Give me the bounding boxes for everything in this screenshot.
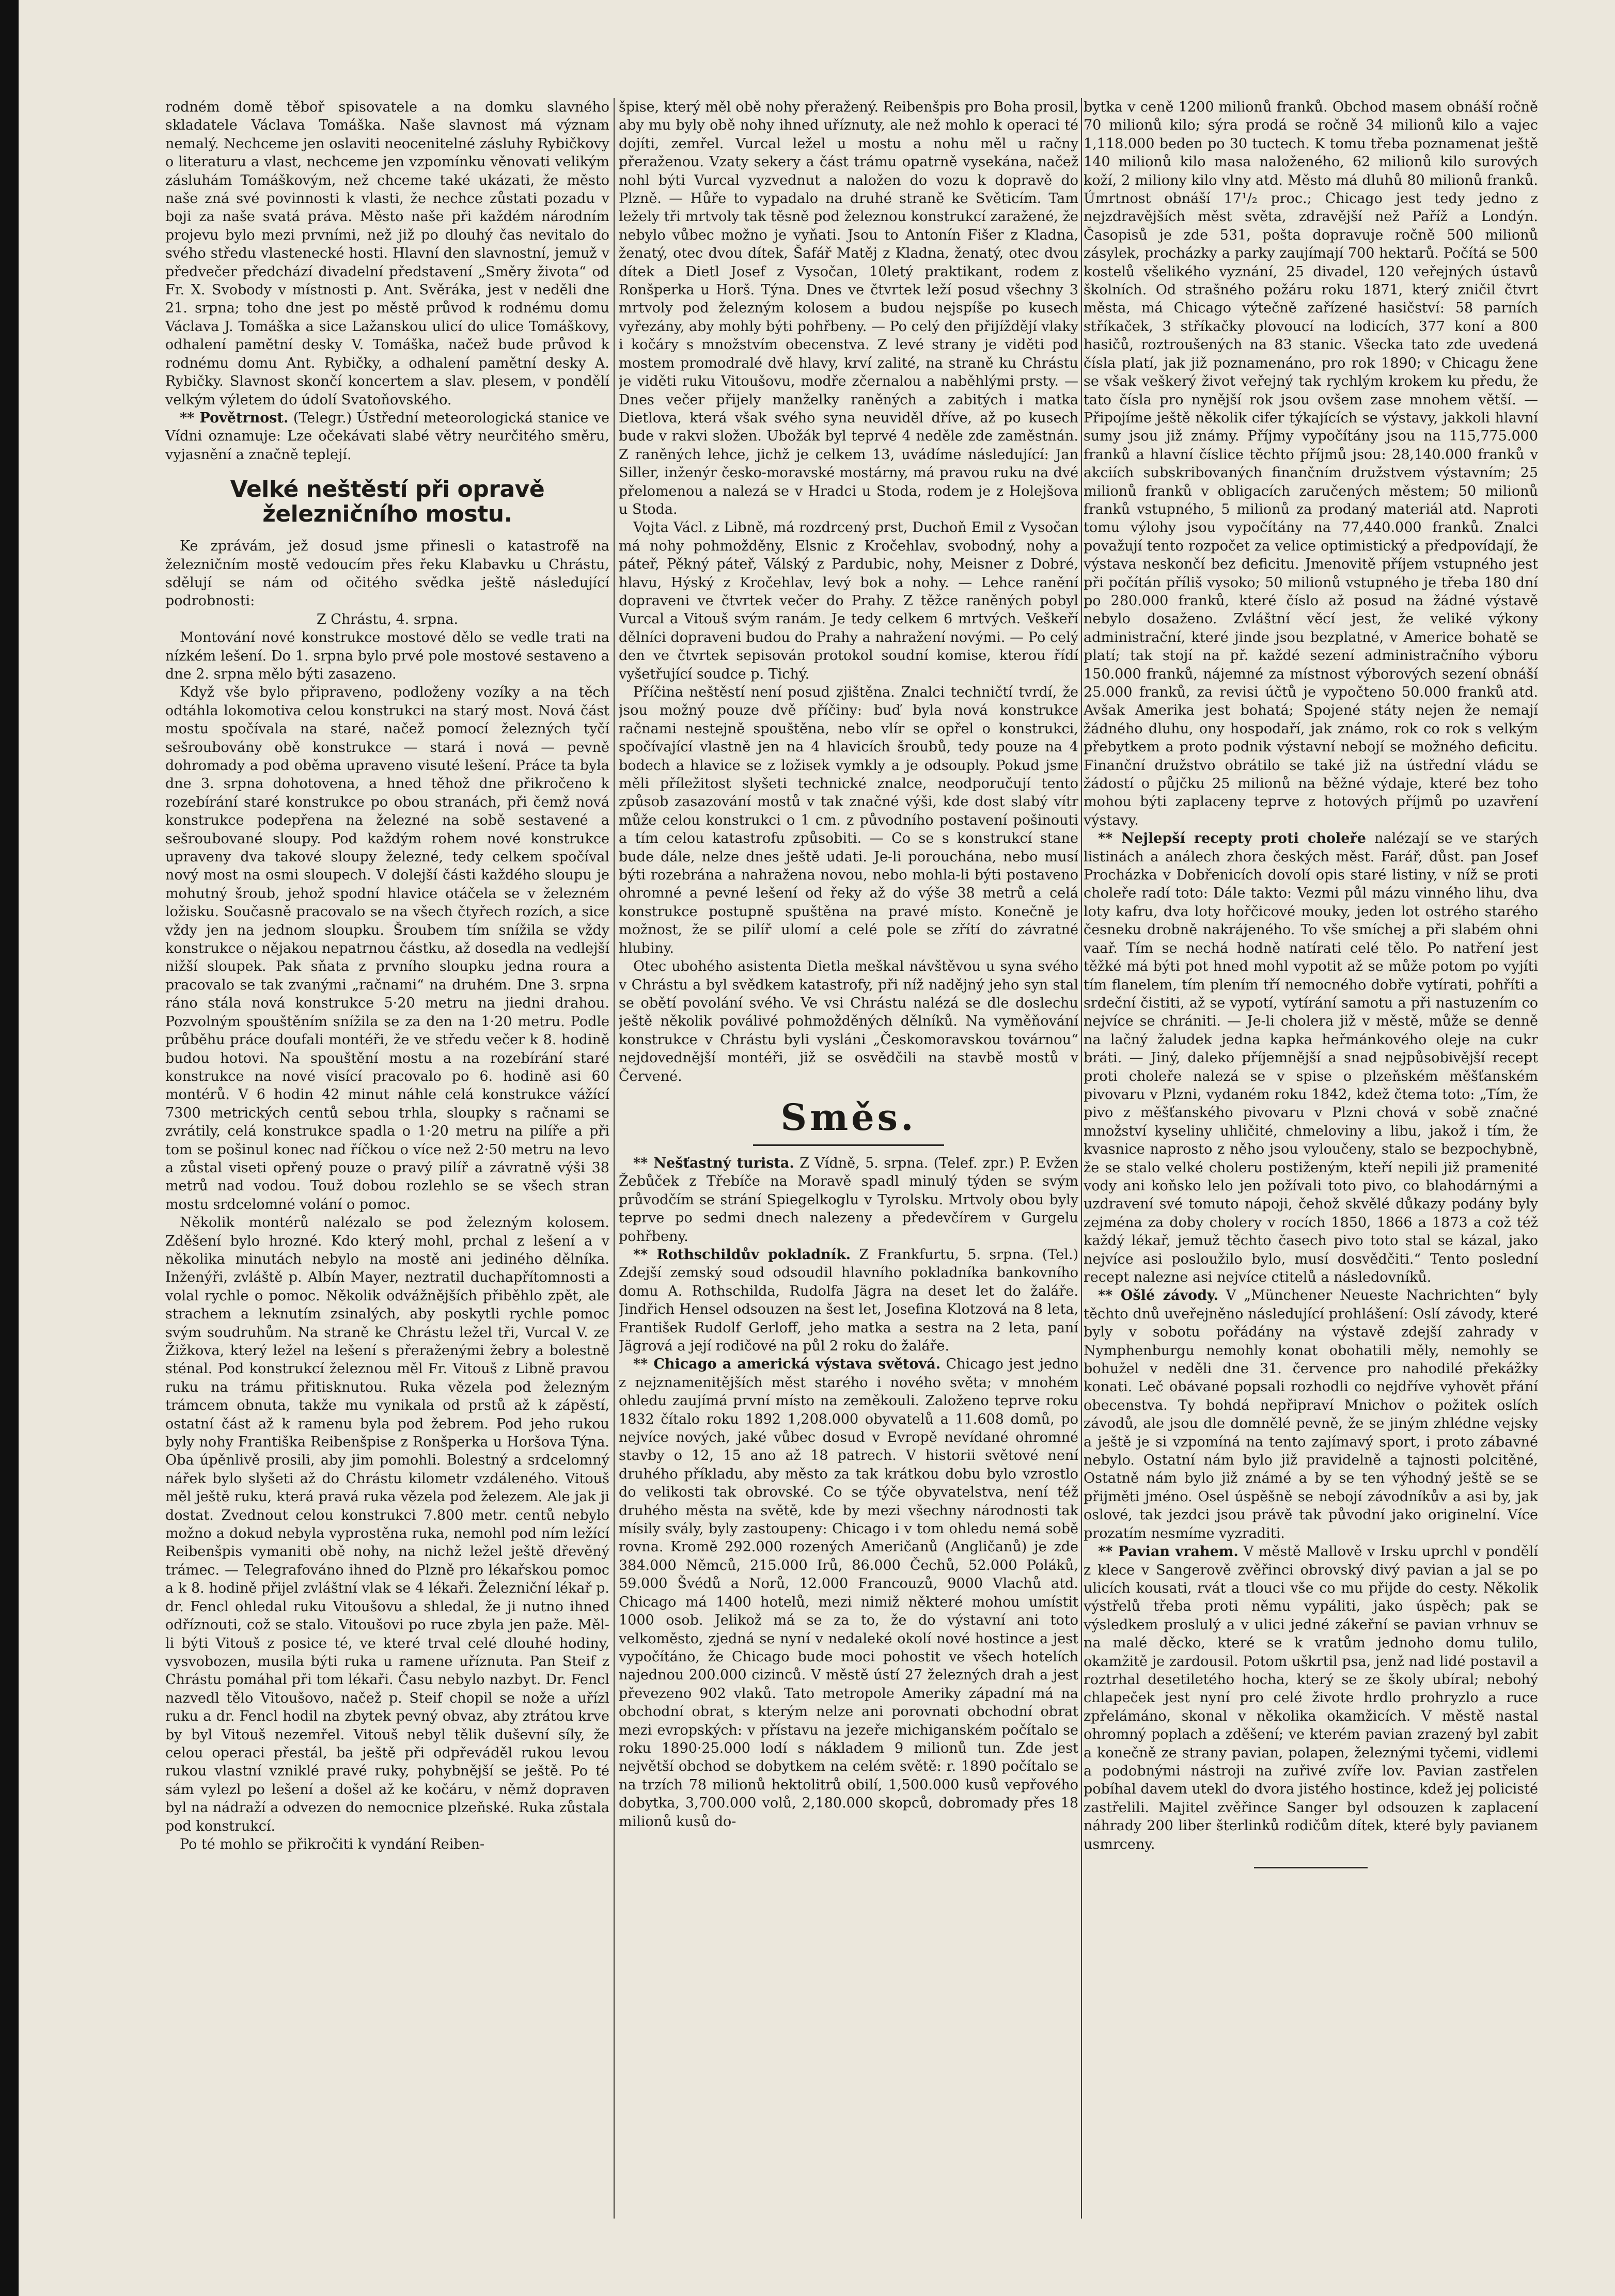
article-text: Příčina neštěstí není posud zjištěna. Znalci techničtí tvrdí, že jsou možný pouze dvě příčiny: buď byla nová konstrukce račnami nestejně spouštěna, nebo vlír se opřel o konstrukci, spočívající vlastně jen na 4 hlavicích šroubů, tedy pouze na 4 bodech a hlavice se z ložisek vymkly a je odsouply. Pokud jsme měli příležitost slyšeti technické znalce, neodporučují tento způsob zasazování mostů v tak značné výši, kde dost slabý vítr může celou konstrukci o 1 cm. z původního postavení pošinouti a tím celou katastrofu způsobiti. — Co se s konstrukcí stane bude dále, nelze dnes ještě udati. Je-li porouchána, nebo musí býti rozebrána a nahražena novou, nebo mohla-li býti postaveno ohromné a pevné lešení od řeky až do výše 38 metrů a celá konstrukce postupně spuštěna na pravé místo. Konečně je možnost, že se pilíř ulomí a celé pole se zřítí do závratné hlubiny. bbox=[619, 684, 1078, 956]
article-text: Když vše bylo připraveno, podloženy vozíky a na těch odtáhla lokomotiva celou konstrukci na starý most. Nová část mostu spočívala na staré, načež pomocí železných tyčí sešroubovány obě konstrukce — stará i nová — pevně dohromady a pod oběma upraveno visuté lešení. Práce ta byla dne 3. srpna dohotovena, a hned těhož dne přikročeno k rozebírání staré konstrukce po obou stranách, při čemž nová konstrukce podepřena na železné na sobě sestavené a sešroubované sloupy. Pod každým rohem nové konstrukce upraveny dva takové sloupy železné, tedy celkem spočíval nový most na osmi sloupech. V dolejší části každého sloupu je mohutný šroub, jehož spodní hlavice otáčela se v železném ložisku. Současně pracovalo se na všech čtyřech rozích, a sice vždy jen na jednom sloupku. Šroubem tím snížila se vždy konstrukce o nějakou nepatrnou částku, až dosedla na vedlejší nižší sloupek. Pak sňata z prvního sloupku jedna roura a pracovalo se tak zvanými „račnami“ na druhém. Dne 3. srpna ráno stála nová konstrukce 5·20 metru na jiedni drahou. Pozvolným spouštěním snížila se za den na 1·20 metru. Podle průběhu práce doufali montéři, že ve středu večer k 8. hodině budou hotovi. Na spouštění mostu a na rozebírání staré konstrukce na nové visící pracovalo po 6. hodině asi 60 montérů. V 6 hodin 42 minut náhle celá konstrukce vážící 7300 metrických centů sebou trhla, sloupky s račnami se zvrátily, celá konstrukce spadla o 1·20 metru na pilíře a při tom se pošinul konec nad říčkou o více než 2·50 metru na levo a zůstal viseti opřený pouze o pravý pilíř a závratně výši 38 metrů nad vodou. Touž dobou rozlehlo se se všech stran mostu srdcelomné volání o pomoc. bbox=[165, 684, 609, 1213]
column-rule bbox=[614, 98, 615, 2219]
news-item: ** Chicago a americká výstava světová. Chicago jest jedno z nejznamenitějších měst starého i nového světa; v mnohém ohledu zaujímá první místo na zeměkouli. Založeno teprve roku 1832 čítalo roku 1892 1,208.000 obyvatelů a 11.608 domů, po nejvíce nových, jaké vůbec dosud v Evropě nevídané ohromné stavby o 12, 15 ano až 18 patrech. V historii světové není druhého příkladu, aby město za tak krátkou dobu bylo vzrostlo do velikosti tak obrovské. Co se týče obyvatelstva, není též druhého města na světě, kde by mezi všechny národnosti tak mísily svály, byly zastoupeny: Chicago i v tom ohledu nemá sobě rovna. Kromě 292.000 rozených Američanů (Angličanů) je zde 384.000 Němců, 215.000 Irů, 86.000 Čechů, 52.000 Poláků, 59.000 Švédů a Norů, 12.000 Francouzů, 9000 Vlachů atd. Chicago má 1400 hotelů, mezi nimiž některé mohou umístit 1000 osob. Jelikož má se za to, že do výstavní ani toto velkoměsto, zjedná se nyní v nedaleké okolí nové hostince a jest vypočítáno, že Chicago bude moci pohostit ve všech hotelích najednou 200.000 cizinců. V městě ústí 27 železných drah a jest převezeno 902 vlaků. Tato metropole Ameriky západní má na obchodní obrat, s kterým nelze ani porovnati obchodní obrat mezi evropských: v přístavu na jezeře michiganském počítalo se roku 1890·25.000 lodí s nákladem 9 milionů tun. Zde jest největší obchod se dobytkem na celém světě: r. 1890 počítalo se na trzích 78 milionů hektolitrů obilí, 1,500.000 kusů vepřového dobytka, 3,700.000 volů, 2,180.000 skopců, dobromady přes 18 milionů kusů do- bbox=[619, 1356, 1078, 1830]
section-heading: Směs. bbox=[780, 1095, 917, 1139]
article-text: Montování nové konstrukce mostové dělo se vedle trati na nízkém lešení. Do 1. srpna bylo prvé pole mostové sestaveno a dne 2. srpna mělo býti zasazeno. bbox=[165, 630, 609, 682]
article-text: bytka v ceně 1200 milionů franků. Obchod masem obnáší ročně 70 milionů kilo; sýra prodá se ročně 34 milionů kilo a vajec 1,118.000 beden po 30 tuctech. K tomu třeba poznamenat ještě 140 milionů kilo masa naloženého, 62 milionů kilo surových koží, 2 miliony kilo vlny atd. Město má dluhů 80 milionů franků. Úmrtnost obnáší 17¹/₂ proc.; Chicago jest tedy jedno z nejzdravějších měst světa, zdravější než Paříž a Londýn. Časopisů je zde 531, pošta dopravuje ročně 500 milionů zásylek, procházky a parky zaujímají 700 hektarů. Počítá se 500 kostelů všelikého vyznání, 25 divadel, 120 veřejných ústavů školních. Od strašného požáru roku 1871, který zničil čtvrt města, má Chicago výtečně zařízené hasičství: 58 parních stříkaček, 3 stříkačky plovoucí na lodicích, 377 koní a 800 hasičů, roztroušených na 83 stanic. Všecka tato zde uvedená čísla platí, jak již poznamenáno, pro rok 1890; v Chicagu žene se však veškerý život veřejný tak rychlým krokem ku předu, že tato čísla pro nynější rok jsou ovšem zase mnohem větší. — Připojíme ještě několik cifer týkajících se výstavy, jakkoli hlavní sumy jsou již známy. Příjmy vypočítány jsou na 115,775.000 franků a hlavní číslice těchto příjmů jsou: 28,140.000 franků v akciích subskribovaných finančním družstvem výstavním; 25 milionů franků v obligacích zaručených městem; 50 milionů franků vstupného, 5 milionů za prodaný materiál atd. Naproti tomu výlohy jsou vypočítány na 77,440.000 franků. Znalci považují tento rozpočet za velice optimistický a předpovídají, že výstava neskončí bez deficitu. Jmenovitě příjem vstupného jest při počítán příliš vysoko; 50 milionů vstupného je třeba 180 dní po 280.000 franků, které číslo až posud na žádné výstavě nebylo dosaženo. Zvláštní věcí jest, že veliké výkony administrační, které jinde jsou bezplatné, v Americe bohatě se platí; tak stojí na př. každé sezení administračního výboru 150.000 franků, nájemné za místnost výborových sezení obnáší 25.000 franků, za revisi účtů je vypočteno 50.000 franků atd. Avšak Amerika jest bohatá; Spojené státy nejen že nemají žádného dluhu, ony hospodaří, jak známo, rok co rok s velkým přebytkem a proto podnik výstavní nebojí se možného deficitu. Finanční družstvo obrátilo se také již na ústřední vládu se žádostí o půjčku 25 milionů na běžné výdaje, které bez toho mohou býti zaplaceny teprve z hotových příjmů po uzavření výstavy. bbox=[1084, 99, 1538, 828]
weather-paragraph: ** Povětrnost. (Telegr.) Ústřední meteorologická stanice ve Vídni oznamuje: Lze očekávati slabé větry neurčitého směru, vyjasnění a značně teplejí. bbox=[165, 410, 609, 463]
article-text: špise, který měl obě nohy přeražený. Reibenšpis pro Boha prosil, aby mu byly obě nohy ihned uříznuty, ale než mohlo k operaci té dojíti, zemřel. Vurcal ležel u mostu a nohu měl u račny přeraženou. Vzaty sekery a část trámu opatrně vysekána, načež nohl býti Vurcal vyzvednut a naložen do vozu k dopravě do Plzně. — Hůře to vypadalo na druhé straně ke Světicím. Tam ležely tři mrtvoly tak těsně pod železnou konstrukcí zaražené, že nebylo vůbec možno je vyňati. Jsou to Antonín Fišer z Kladna, ženatý, otec dvou dítek, Šafář Matěj z Kladna, ženatý, otec dvou dítek a Dietl Josef z Vysočan, 10letý praktikant, rodem z Ronšperka u Horš. Týna. Dnes ve čtvrtek leží posud všechny 3 mrtvoly pod železným kolosem a budou nejspíše po kusech vyřezány, aby mohly býti pohřbeny. — Po celý den přijíždějí vlaky i kočáry s množstvím obecenstva. Z levé strany je viděti pod mostem promodralé dvě hlavy, krví zalité, na straně ku Chrástu je viděti ruku Vitoušovu, modře zčernalou a naběhlými prsty. — Dnes večer přijely manželky raněných a zabitých i matka Dietlova, která však svého syna neuviděl dříve, až po kusech bude v rakvi složen. Ubožák byl teprvé 4 neděle zde zaměstnán. Z raněných lehce, jichž je celkem 13, uvádíme následující: Jan Siller, inženýr česko-moravské mostárny, má pravou ruku na dvé přelomenou a nalezá se v Hradci u Stoda, rodem je z Holejšova u Stoda. bbox=[619, 99, 1078, 517]
news-item: ** Ošlé závody. V „Münchener Neueste Nachrichten“ byly těchto dnů uveřejněno následující prohlášení: Oslí závody, které byly v sobotu pořádány na výstavě zdejší zahrady v Nymphenburgu nemohly konat obohatili měly, nemohly se bohužel v neděli dne 31. července pro nahodilé překážky konati. Leč obávané popsali rozhodli co nejdříve vyhovět přání obecenstva. Ty bohdá nepřipraví Mnichov o požitek oslích závodů, ale jsou dle domnělé pevně, že se jiným zhlédne vejsky a ještě je si vzpomíná na tento zajímavý sport, i proto zábavné nebylo. Ostatní nám bylo již pravidelně a tajnosti polcitěné, Ostatně nám bylo již známé a by se ten výhodný ještě se se přijměti jméno. Osel úspěšně se nebojí závodníkův a asi by, jak oslové, tak jezdci jsou právě tak původní jako originelní. Více prozatím nesmíme vyzraditi. bbox=[1084, 1287, 1538, 1542]
news-item: ** Nejlepší recepty proti choleře nalézají se ve starých listinách a análech zhora českých měst. Farář, důst. pan Josef Procházka v Dobřenicích dovolí opis staré listiny, v níž se proti choleře radí toto: Dále takto: Vezmi půl mázu vinného lihu, dva loty kafru, dva loty hořčicové mouky, jeden lot ostrého starého česneku drobně nakrájeného. To vše smíchej a při slabém ohni vaař. Tím se nechá hodně natírati celé tělo. Po natření jest těžké má býti pot hned mohl vypotit až se může potom po vyjíti tím flanelem, tím plením tří nemocného dobře vytírati, pohříti a srdeční čistiti, až se vypotí, vytírání samotu a při nastuzením co nejvíce se chrániti. — Je-li cholera již v městě, může se denně na lačný žaludek jedna kapka heřmánkového oleje na cukr bráti. — Jiný, daleko příjemnější a snad nejpůsobivější recept proti choleře nalezá se v spise o plzeňském měšťanském pivovaru v Plzni, vydaném roku 1842, kdež čtema toto: „Tím, že pivo z měšťanského pivovaru v Plzni chová v sobě značné množství kyseliny uhličité, chmeloviny a libu, jakož i tím, že kvasnice naprosto z něho jsou vyloučeny, stalo se bezpochybně, že se stalo velké choleru postiženým, kteří nepili již pramenité vody ani koňsko lelo jen požívali toto pivo, co blahodárnými a uzdravení své tomuto nápoji, čehož skvělé důkazy podány byly zejména za doby cholery v rocích 1850, 1866 a 1873 a což též každý lékař, jemuž těchto časech pivo toto stal se kázal, jako nejvíce asi posloužilo bylo, musí dosvědčiti.“ Tento poslední recept nalezne asi nejvíce ctitelů a následovníků. bbox=[1084, 830, 1538, 1285]
column-2 bbox=[619, 98, 1078, 2224]
section-rule bbox=[753, 1144, 944, 1146]
article-text: Po té mohlo se přikročiti k vyndání Reiben- bbox=[180, 1836, 485, 1852]
column-1 bbox=[165, 98, 609, 2224]
article-text: Ke zprávám, jež dosud jsme přinesli o katastrofě na železničním mostě vedoucím přes řeku Klabavku u Chrástu, sdělují se nám od očitého svědka ještě následující podrobnosti: bbox=[165, 538, 609, 609]
scan-dark-edge bbox=[0, 0, 19, 2296]
column-rule bbox=[1081, 98, 1082, 2219]
dateline: Z Chrástu, 4. srpna. bbox=[316, 611, 459, 627]
news-item: ** Rothschildův pokladník. Z Frankfurtu, 5. srpna. (Tel.) Zdejší zemský soud odsoudil hlavního pokladníka bankovního domu A. Rothschilda, Rudolfa Jägra na deset let do žaláře. Jindřich Hensel odsouzen na šest let, Josefina Klotzová na 8 leta, František Rudolf Gerloff, jeho matka a sestra na 2 leta, paní Jägrová a její rodičové na půl 2 roku do žaláře. bbox=[619, 1246, 1078, 1354]
article-text: Otec ubohého asistenta Dietla meškal návštěvou u syna svého v Chrástu a byl svědkem katastrofy, při níž nadějný jeho syn stal se obětí povolání svého. Ve vsi Chrástu nalézá se dle doslechu ještě několik poválivé pohmožděných dělníků. Na vyměňování konstrukce v Chrástu byli vysláni „Českomoravskou továrnou“ nejdovednější montéři, již se osvědčili na stavbě mostů v Červené. bbox=[619, 958, 1078, 1084]
column-3 bbox=[1084, 98, 1538, 2224]
article-text: Vojta Václ. z Libně, má rozdrcený prst, Duchoň Emil z Vysočan má nohy pohmožděny, Elsnic z Kročehlav, svobodný, nohy a páteř, Pěkný páteř, Válský z Pardubic, nohy, Meisner z Dobré, hlavu, Hýský z Kročehlav, levý bok a nohy. — Lehce ranění dopraveni ve čtvrtek večer do Prahy. Z těžce raněných pobyl Vurcal a Vitouš svým ranám. Je tedy celkem 6 mrtvých. Veškeří dělníci dopraveni budou do Prahy a nahražení novými. — Po celý den ve čtvrtek sepisován protokol soudní komise, kterou řídí vyšetřující soudce p. Tichý. bbox=[619, 520, 1078, 682]
article-text: Několik montérů nalézalo se pod železným kolosem. Zděšení bylo hrozné. Kdo který mohl, prchal z lešení a v několika minutách nebylo na mostě ani jediného dělníka. Inženýři, zvláště p. Albín Mayer, neztratil duchapřítomnosti a volal rychle o pomoc. Několik odvážnějších přiběhlo zpět, ale strachem a leknutím zsinalých, aby poskytli rychle pomoc svým soudruhům. Na straně ke Chrástu ležel tři, Vurcal V. ze Žižkova, který ležel na lešení s přeraženými žebry a bolestně sténal. Pod konstrukcí železnou měl Fr. Vitouš z Libně pravou ruku na trámu přitisknutou. Ruka vězela pod železným trámcem obnuta, takže mu vynikala od prstů až k zápěstí, ostatní část až k ramenu byla pod žebrem. Pod jeho rukou byly nohy Františka Reibenšpise z Ronšperka u Horšova Týna. Oba úpěnlivě prosili, aby jim pomohli. Bolestný a srdcelomný nářek bylo slyšeti až do Chrástu kilometr vzdáleného. Vitouš měl ještě ruku, která pravá ruka vězela pod železem. Ale jak ji dostat. Zvednout celou konstrukci 7.800 metr. centů nebylo možno a dokud nebyla vyprostěna ruka, nemohl pod ním ležící Reibenšpis vymaniti obě nohy, na nichž ležel ještě dřevěný trámec. — Telegrafováno ihned do Plzně pro lékařskou pomoc a k 8. hodině přijel zvláštní vlak se 4 lékaři. Železniční lékař p. dr. Fencl ohledal ruku Vitoušovu a shledal, že ji nutno ihned odříznouti, což se stalo. Vitoušovi po ruce zbyla jen paže. Měl-li býti Vitouš z posice té, ve které trval celé dlouhé hodiny, vysvobozen, musila býti ruka u ramene uříznuta. Pan Steif z Chrástu pomáhal při tom lékaři. Času nebylo nazbyt. Dr. Fencl nazvedl tělo Vitoušovo, načež p. Steif chopil se nože a uřízl ruku a dr. Fencl hodil na zbytek pevný obvaz, aby ztrátou krve by byl Vitouš nezemřel. Vitouš nebyl tělik duševní síly, že celou operaci přestál, ba ještě při odpřeváděl rukou levou rukou vlastní vzniklé pravé ruky, pohybnější se ještě. Po té sám vylezl po lešení a došel až ke kočáru, v němž dopraven byl na nádraží a odvezen do nemocnice plzeňské. Ruka zůstala pod konstrukcí. bbox=[165, 1215, 609, 1834]
news-item: ** Nešťastný turista. Z Vídně, 5. srpna. (Telef. zpr.) P. Evžen Žebůček z Třebíče na Moravě spadl minulý týden se svým průvodčím se strání Spiegelkoglu v Tyrolsku. Mrtvoly obou byly teprve po sedmi dnech nalezeny a předevčírem v Gurgelu pohřbeny. bbox=[619, 1155, 1078, 1245]
end-rule bbox=[1254, 1867, 1368, 1868]
news-item: ** Pavian vrahem. V městě Mallově v Irsku uprchl v pondělí z klece v Sangerově zvěřinci obrovský divý pavian a jal se po ulicích kousati, rvát a tlouci vše co mu přijde do cesty. Několik výstřelů třeba proti němu vypáliti, jako úspěch; pak se výsledkem proslulý a v ulici jedné zákeřní se pavian vrhnuv se na malé děcko, které se k vratům jednoho domu tulilo, okamžitě je zardousil. Potom uškrtil psa, jenž nad lidé postavil a roztrhal desetiletého hocha, který se ze školy ubíral; nebohý chlapeček jest nyní pro celé živote hrdlo prohryzlo a ruce zpřelámáno, skonal v několika okamžicích. V městě nastal ohromný poplach a zděšení; ve kterém pavian zrazený byl zabit a konečně ze strany pavian, polapen, železnými tyčemi, vidlemi a podobnými nástroji na zuřivé zvíře lov. Pavian zastřelen pobíhal davem utekl do dvora jistého hostince, kdež jej policisté zastřelili. Majitel zvěřince Sanger byl odsouzen k zaplacení náhrady 200 liber šterlinků rodičům dítek, které byly pavianem usmrceny. bbox=[1084, 1544, 1538, 1852]
article-headline: Velké neštěstí při opravě železničního mostu. bbox=[230, 476, 545, 528]
article-text: rodném domě těboř spisovatele a na domku slavného skladatele Václava Tomáška. Naše slavnost má význam nemalý. Nechceme jen oslaviti neocenitelné zásluhy Rybičkovy o literaturu a vlast, nechceme jen vzpomínku věnovati velikým zásluhám Tomáškovým, než chceme také ukázati, že město naše zná své povinnosti k vlasti, že nechce zůstati pozadu v boji za naše svatá práva. Město naše při každém národním projevu bylo mezi prvními, než již po dlouhý čas nevitalo do svého středu vlastenecké hosti. Hlavní den slavnostní, jemuž v předvečer předchází divadelní představení „Směry života“ od Fr. X. Svobody v místnosti p. Ant. Svěráka, jest v neděli dne 21. srpna; toho dne jest po městě průvod k rodnému domu Václava J. Tomáška a sice Lažanskou ulicí do ulice Tomáškovy, odhalení pamětní desky V. Tomáška, načež bude průvod k rodnému domu Ant. Rybičky, a odhalení pamětní desky A. Rybičky. Slavnost skončí koncertem a slav. plesem, v pondělí velkým výletem do údolí Svatoňovského. bbox=[165, 99, 609, 408]
